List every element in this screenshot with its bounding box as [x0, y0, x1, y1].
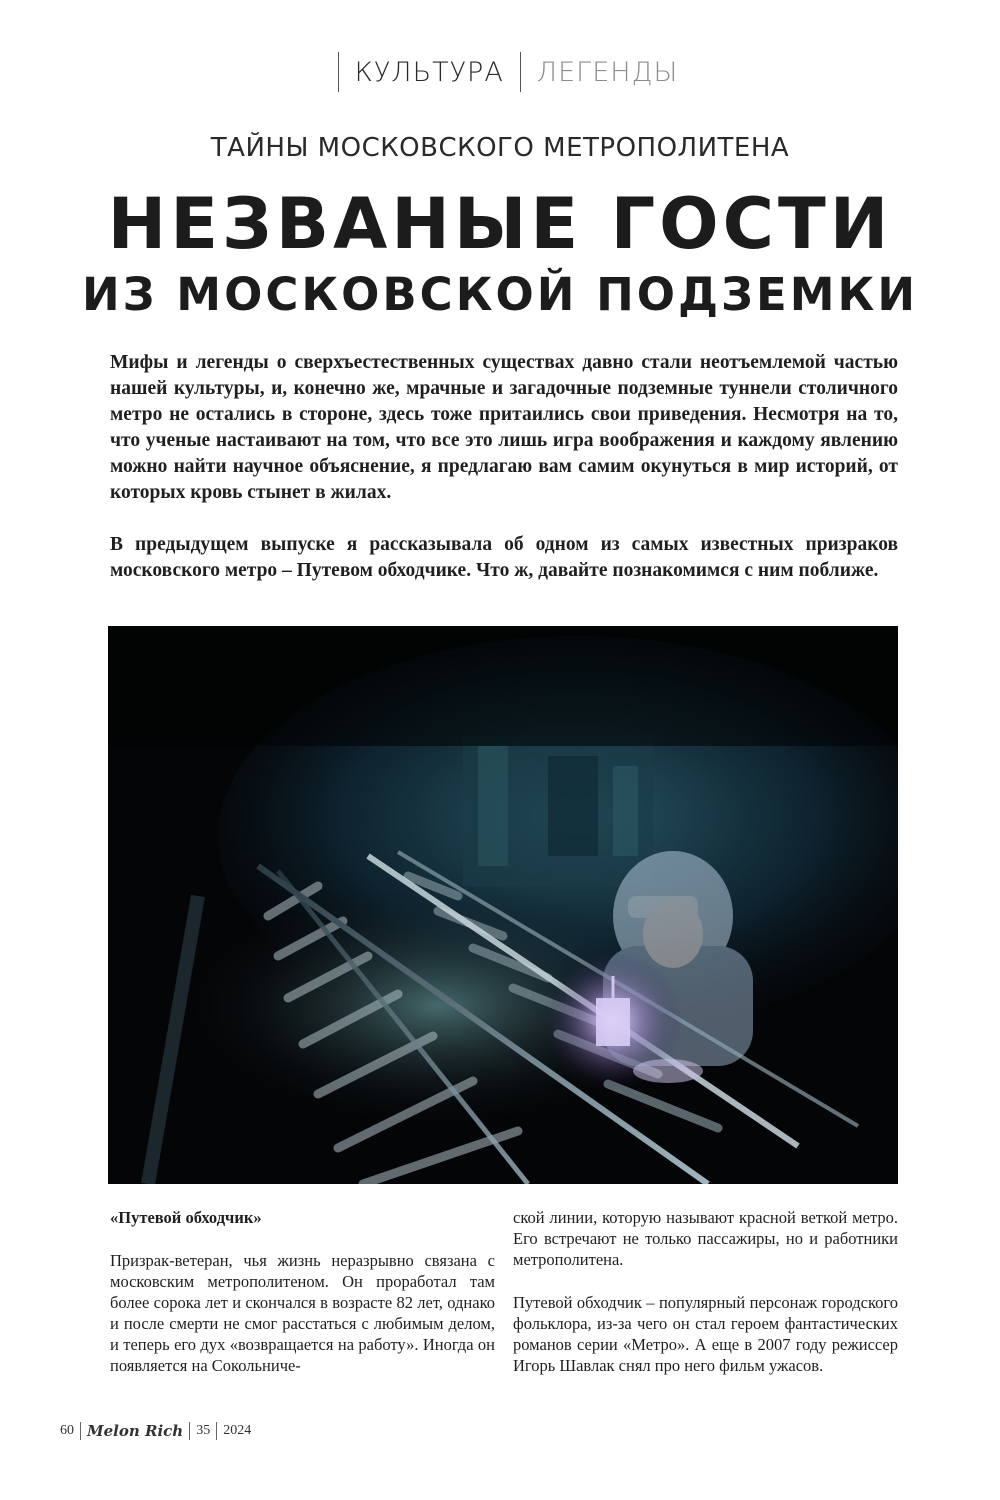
lead-paragraph: Мифы и легенды о сверхъестественных существах давно стали неотъемлемой частью нашей культуры, и, конечно же, мрачные и загадочные подземные туннели столичного метро не остались в стороне, здесь тоже притаились свои приведения. Несмотря на то, что ученые настаивают на том, что все это лишь игра воображения и каждому явлению можно найти научное объяснение, я предлагаю вам самим окунуться в мир историй, от которых кровь стынет в жилах.: [110, 352, 898, 503]
body-paragraph: ской линии, которую называют красной веткой метро. Его встречают не только пассажиры, но и работники метрополитена.: [513, 1208, 898, 1269]
divider: [520, 52, 521, 92]
article-title-line1: НЕЗВАНЫЕ ГОСТИ: [107, 183, 893, 265]
divider: [216, 1422, 217, 1440]
article-photo: [108, 626, 898, 1184]
page-footer: [60, 1420, 251, 1442]
article-title-line2: ИЗ МОСКОВСКОЙ ПОДЗЕМКИ: [81, 268, 918, 321]
page-number: 60: [60, 1423, 74, 1438]
subsection-label: ЛЕГЕНДЫ: [536, 56, 679, 88]
body-column-right: [513, 1207, 898, 1398]
section-header: [0, 52, 1000, 92]
divider: [189, 1422, 190, 1440]
magazine-logo: Melon Rich: [87, 1422, 184, 1440]
tunnel-ghost-illustration: [108, 626, 898, 1184]
body-paragraph: Путевой обходчик – популярный персонаж городского фольклора, из-за чего он стал героем фантастических романов серии «Метро». А еще в 2007 году режиссер Игорь Шавлак снял про него фильм ужасов.: [513, 1293, 898, 1375]
section-label: КУЛЬТУРА: [354, 56, 504, 88]
body-paragraph: Призрак-ветеран, чья жизнь неразрывно связана с московским метрополитеном. Он проработал там более сорока лет и скончался в возрасте 82 лет, однако и после смерти не смог расстаться с любимым делом, и теперь его дух «возвращается на работу». Иногда он появляется на Сокольниче-: [110, 1251, 495, 1375]
subheading: «Путевой обходчик»: [110, 1208, 262, 1227]
issue-year: 2024: [223, 1423, 252, 1438]
divider: [338, 52, 339, 92]
issue-number: 35: [196, 1423, 211, 1438]
divider: [80, 1422, 81, 1440]
body-column-left: [110, 1207, 495, 1398]
article-kicker: ТАЙНЫ МОСКОВСКОГО МЕТРОПОЛИТЕНА: [210, 133, 790, 163]
lead-paragraph: В предыдущем выпуске я рассказывала об одном из самых известных призраков московского метро – Путевом обходчике. Что ж, давайте познакомимся с ним поближе.: [110, 534, 898, 581]
